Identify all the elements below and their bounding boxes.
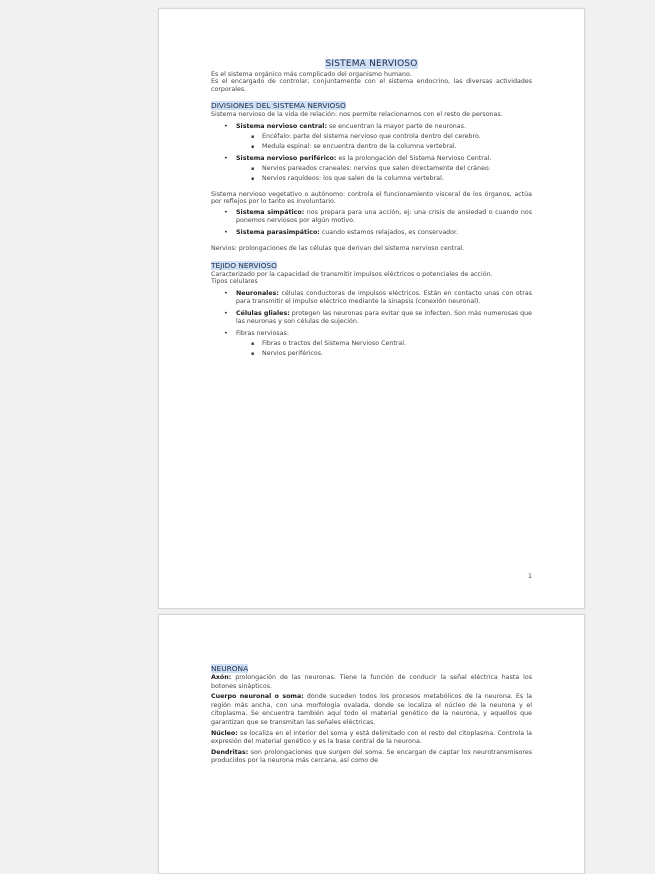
vegetativo-text: Sistema nervioso vegetativo o autónomo: controla el funcionamiento visceral de los órganos, actúa por reflejos por lo tanto es involuntario. (211, 190, 532, 206)
vegetativo-list (211, 209, 532, 237)
list-subitem: ▪ Medula espinal: se encuentra dentro de la columna vertebral. (211, 143, 532, 151)
spacer (211, 183, 532, 191)
list-item: • Fibras nerviosas: (211, 330, 532, 338)
neurona-paragraph: Núcleo: se localiza en el interior del soma y está delimitado con el resto del citoplasma. Controla la expresión del material genético y es la base central de la neurona. (211, 729, 532, 746)
section-heading-divisiones: DIVISIONES DEL SISTEMA NERVIOSO (211, 101, 346, 111)
divisiones-list (211, 123, 532, 183)
section-heading-tejido: TEJIDO NERVIOSO (211, 260, 277, 270)
list-subitem: ▪ Fibras o tractos del Sistema Nervioso Central. (211, 340, 532, 348)
document-page-1 (158, 8, 585, 609)
neurona-paragraph: Dendritas: son prolongaciones que surgen del soma. Se encargan de captar los neurotransmisores producidos por la neurona más cercana, así como de (211, 748, 532, 765)
page-number: 1 (528, 573, 532, 580)
neurona-paragraph: Cuerpo neuronal o soma: donde suceden todos los procesos metabólicos de la neurona. Es la región más ancha, con una morfología ovalada, donde se localiza el núcleo de la neurona y el citoplasma. Se encuentra también aquí todo el material genético de la neurona, y aquellos que garantizan que se transmitan las señales eléctricas. (211, 693, 532, 726)
list-item: • Sistema nervioso periférico: es la prolongación del Sistema Nervioso Central. (211, 155, 532, 163)
list-item: • Sistema parasimpático: cuando estamos relajados, es conservador. (211, 229, 532, 237)
list-subitem: ▪ Nervios pareados craneales: nervios que salen directamente del cráneo. (211, 165, 532, 173)
section-heading-neurona: NEURONA (211, 664, 249, 673)
tejido-list (211, 290, 532, 358)
intro-line-1: Es el sistema orgánico más complicado del organismo humano. (211, 71, 412, 78)
divisiones-text: Sistema nervioso de la vida de relación: nos permite relacionarnos con el resto de personas. (211, 111, 503, 119)
document-title: SISTEMA NERVIOSO (325, 59, 418, 69)
page-2-content (211, 665, 532, 768)
list-item: • Células gliales: protegen las neuronas para evitar que se infecten. Son más numerosas que las neuronas y son células de sujeción. (211, 310, 532, 326)
list-item: • Sistema nervioso central: se encuentran la mayor parte de neuronas. (211, 123, 532, 131)
list-subitem: ▪ Nervios periféricos. (211, 350, 532, 358)
nervios-text: Nervios: prolongaciones de las células que derivan del sistema nervioso central. (211, 245, 465, 253)
document-page-2 (158, 614, 585, 874)
list-subitem: ▪ Encéfalo: parte del sistema nervioso que controla dentro del cerebro. (211, 133, 532, 141)
list-subitem: ▪ Nervios raquídeos: los que salen de la columna vertebral. (211, 175, 532, 183)
list-item: • Neuronales: células conductoras de impulsos eléctricos. Están en contacto unas con otras para transmitir el impulso eléctrico mediante la sinapsis (conexión neuronal). (211, 290, 532, 306)
tejido-text: Caracterizado por la capacidad de transmitir impulsos eléctricos o potenciales de acción. (211, 270, 493, 278)
intro-line-2: Es el encargado de controlar, conjuntamente con el sistema endocrino, las diversas actividades corporales. (211, 78, 532, 93)
list-item: • Sistema simpático: nos prepara para una acción, ej: una crisis de ansiedad o cuando nos ponemos nerviosos por algún motivo. (211, 209, 532, 225)
neurona-paragraph: Axón: prolongación de las neuronas. Tiene la función de conducir la señal eléctrica hasta los botones sinápticos. (211, 674, 532, 690)
page-1-content (211, 59, 532, 358)
tipos-celulares-label: Tipos celulares (211, 278, 258, 286)
